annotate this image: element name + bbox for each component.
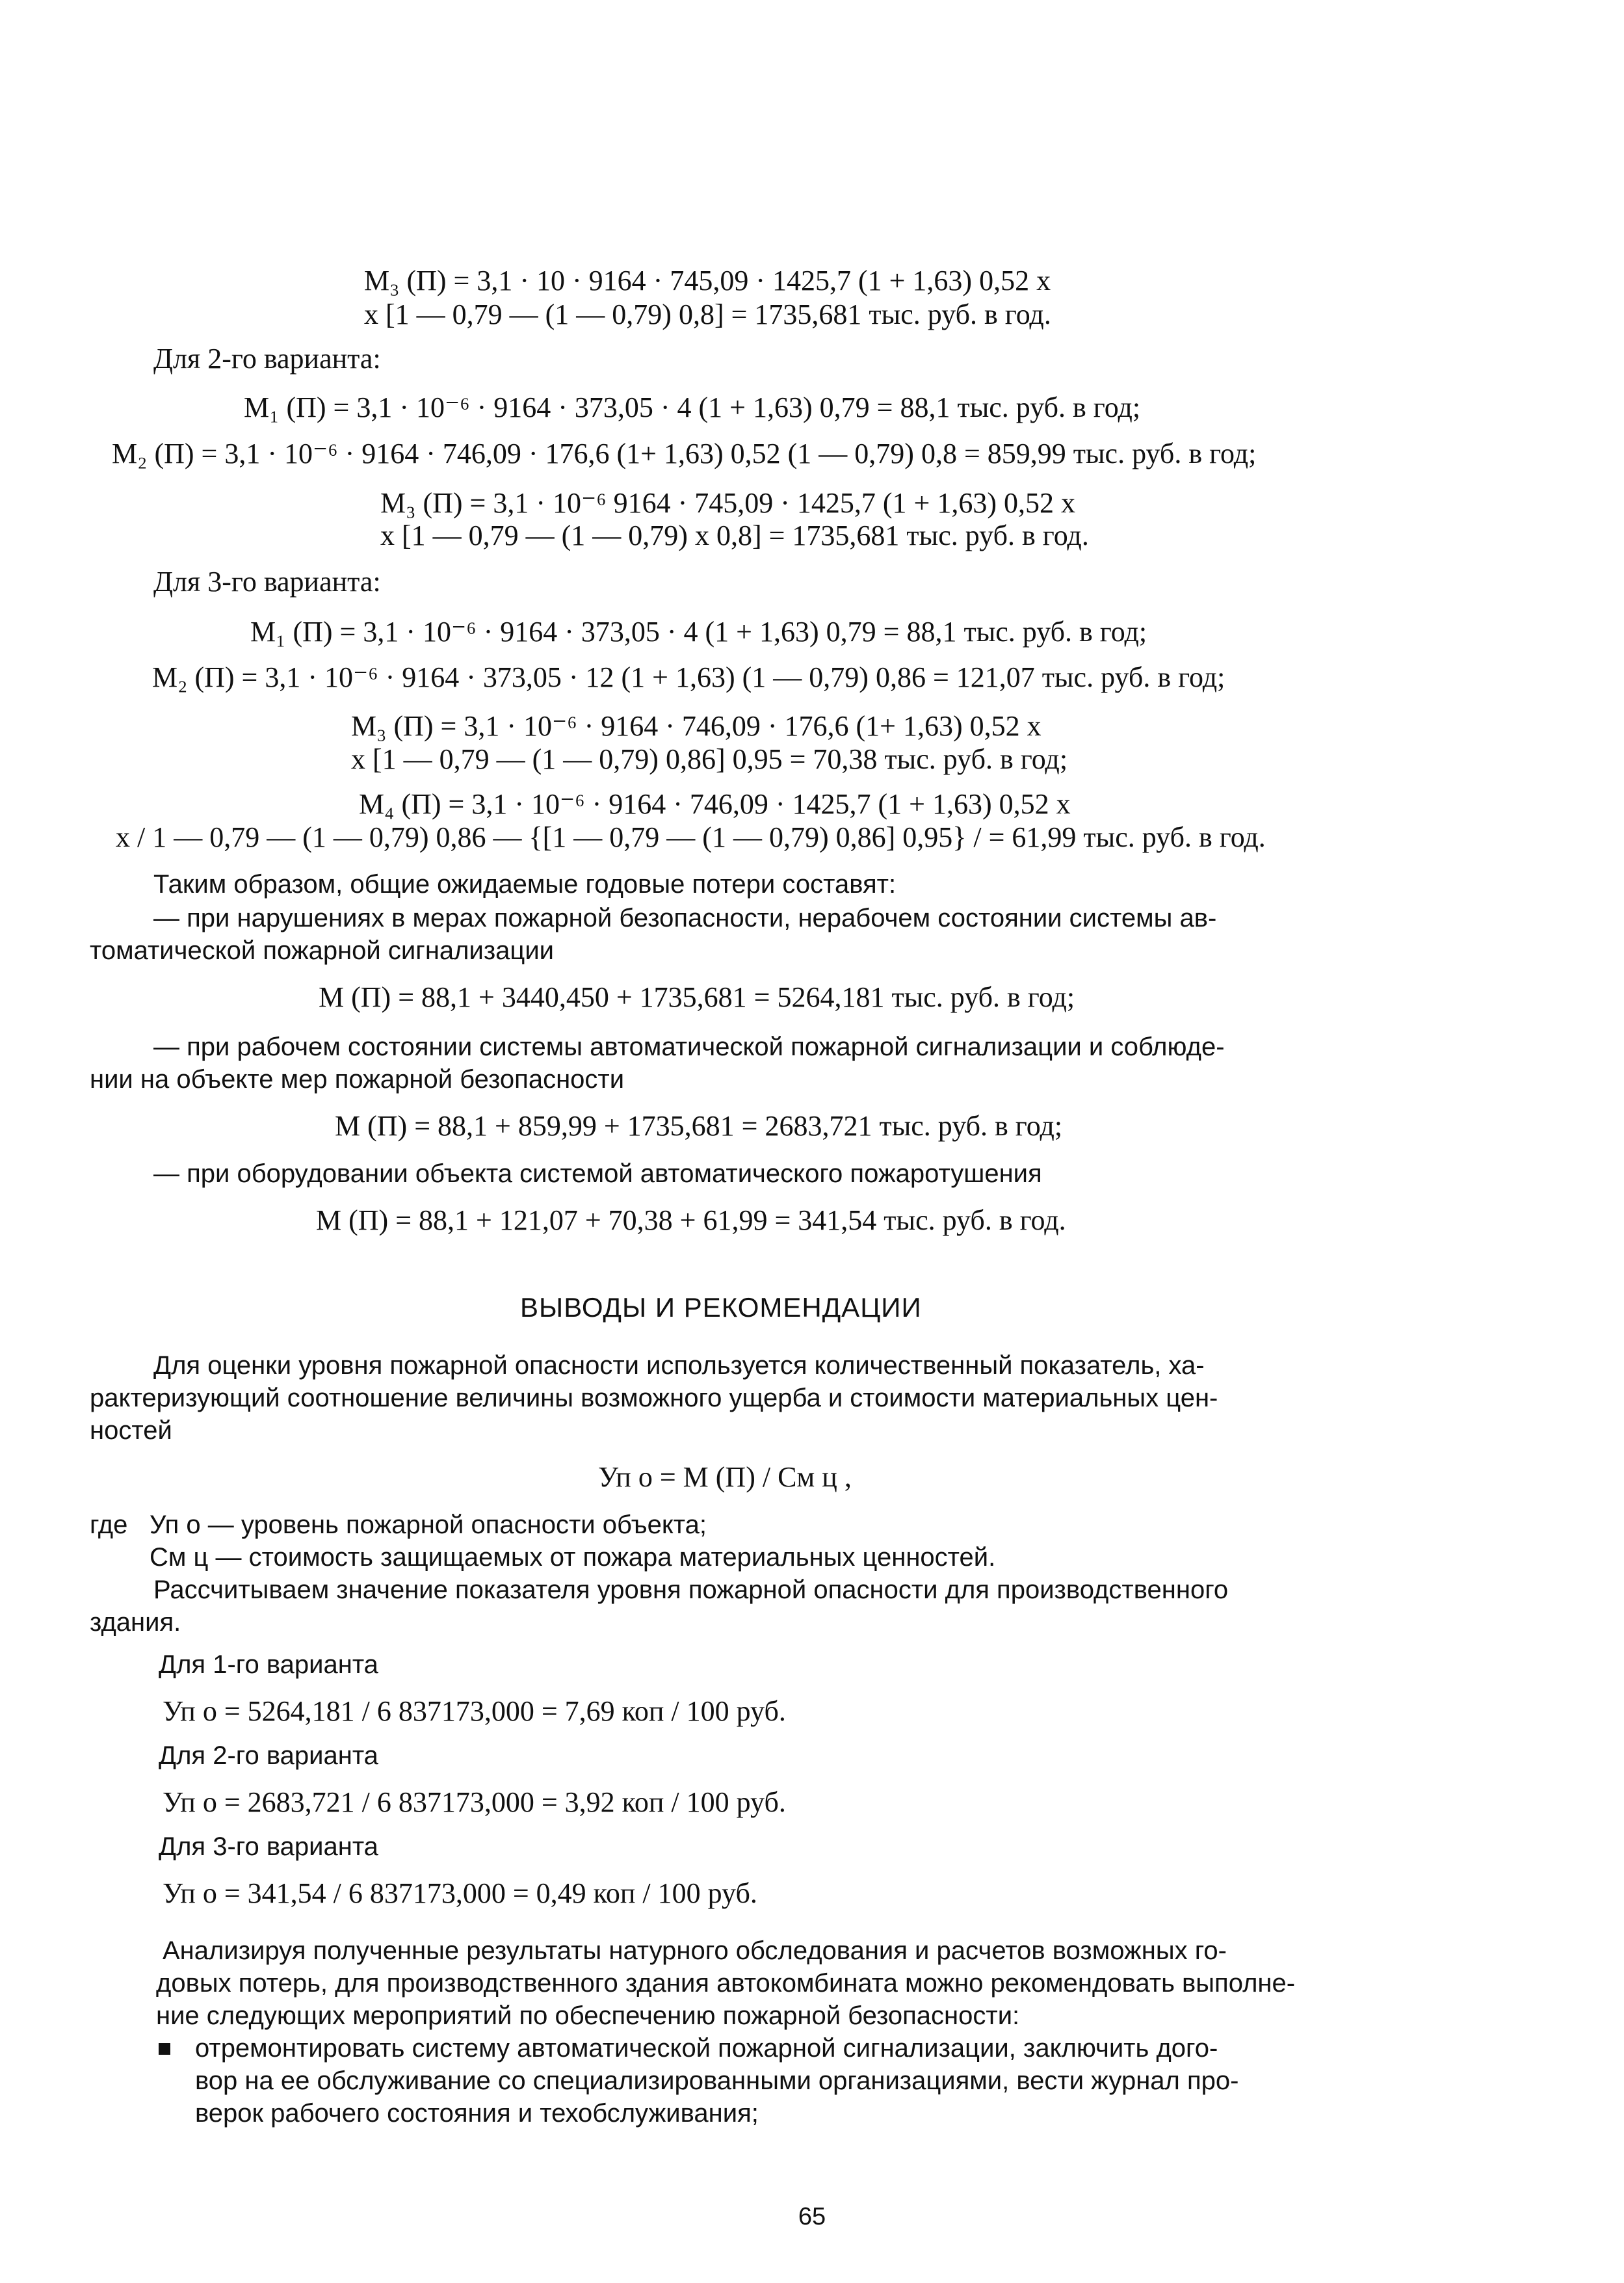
where-definition-2: Cм ц — стоимость защищаемых от пожара материальных ценностей. — [150, 1543, 996, 1572]
conclusions-p1-line3: ностей — [90, 1416, 172, 1445]
danger-level-formula: Уп о = M (П) / Cм ц , — [598, 1461, 852, 1493]
variant2-equation-m2: M₂ (П) = 3,1 · 10⁻⁶ · 9164 · 746,09 · 176,6 (1+ 1,63) 0,52 (1 — 0,79) 0,8 = 859,99 тыс. руб. в год; — [112, 438, 1257, 469]
summary-case2-line2: нии на объекте мер пожарной безопасности — [90, 1065, 625, 1094]
bullet1-line2: вор на ее обслуживание со специализированными организациями, вести журнал про- — [195, 2066, 1239, 2095]
page-number: 65 — [798, 2203, 826, 2230]
variant3-equation-m2: M₂ (П) = 3,1 · 10⁻⁶ · 9164 · 373,05 · 12 (1 + 1,63) (1 — 0,79) 0,86 = 121,07 тыс. руб. в год; — [152, 661, 1225, 693]
calc-line1: Рассчитываем значение показателя уровня пожарной опасности для производственного — [153, 1576, 1229, 1604]
where-definition-1: Уп о — уровень пожарной опасности объекта; — [150, 1511, 707, 1539]
summary-case3-line1: — при оборудовании объекта системой автоматического пожаротушения — [153, 1159, 1042, 1188]
variant2-result-equation: Уп о = 2683,721 / 6 837173,000 = 3,92 коп / 100 руб. — [163, 1786, 786, 1818]
variant2-equation-m1: M₁ (П) = 3,1 · 10⁻⁶ · 9164 · 373,05 · 4 (1 + 1,63) 0,79 = 88,1 тыс. руб. в год; — [244, 391, 1141, 423]
variant3-result-heading: Для 3-го варианта — [159, 1832, 378, 1861]
conclusions-p1-line1: Для оценки уровня пожарной опасности используется количественный показатель, ха- — [153, 1351, 1205, 1380]
variant3-equation-m3-line2: x [1 — 0,79 — (1 — 0,79) 0,86] 0,95 = 70,38 тыс. руб. в год; — [351, 743, 1068, 775]
variant2-heading: Для 2-го варианта: — [153, 343, 381, 375]
conclusions-p2-line3: ние следующих мероприятий по обеспечению пожарной безопасности: — [156, 2001, 1020, 2030]
summary-intro: Таким образом, общие ожидаемые годовые потери составят: — [153, 870, 897, 899]
conclusions-p2-line1: Анализируя полученные результаты натурного обследования и расчетов возможных го- — [163, 1936, 1227, 1965]
conclusions-p2-line2: довых потерь, для производственного здания автокомбината можно рекомендовать выполне- — [156, 1969, 1296, 1998]
variant3-equation-m4-line2: x / 1 — 0,79 — (1 — 0,79) 0,86 — {[1 — 0,79 — (1 — 0,79) 0,86] 0,95} / = 61,99 тыс. руб. в год. — [116, 821, 1266, 853]
equation-m3-line2: x [1 — 0,79 — (1 — 0,79) 0,8] = 1735,681 тыс. руб. в год. — [364, 298, 1051, 330]
variant3-heading: Для 3-го варианта: — [153, 566, 381, 598]
variant3-equation-m3-line1: M₃ (П) = 3,1 · 10⁻⁶ · 9164 · 746,09 · 176,6 (1+ 1,63) 0,52 x — [351, 710, 1041, 742]
section-title: ВЫВОДЫ И РЕКОМЕНДАЦИИ — [520, 1292, 922, 1323]
summary-case3-equation: M (П) = 88,1 + 121,07 + 70,38 + 61,99 = 341,54 тыс. руб. в год. — [316, 1204, 1066, 1236]
summary-case1-line1: — при нарушениях в мерах пожарной безопасности, нерабочем состоянии системы ав- — [153, 904, 1217, 932]
conclusions-p1-line2: рактеризующий соотношение величины возможного ущерба и стоимости материальных цен- — [90, 1384, 1218, 1412]
bullet-marker — [159, 2043, 170, 2055]
summary-case2-line1: — при рабочем состоянии системы автоматической пожарной сигнализации и соблюде- — [153, 1033, 1225, 1061]
variant1-result-heading: Для 1-го варианта — [159, 1650, 378, 1679]
variant3-equation-m4-line1: M₄ (П) = 3,1 · 10⁻⁶ · 9164 · 746,09 · 1425,7 (1 + 1,63) 0,52 x — [359, 788, 1071, 820]
variant3-equation-m1: M₁ (П) = 3,1 · 10⁻⁶ · 9164 · 373,05 · 4 (1 + 1,63) 0,79 = 88,1 тыс. руб. в год; — [250, 616, 1147, 648]
variant3-result-equation: Уп о = 341,54 / 6 837173,000 = 0,49 коп / 100 руб. — [163, 1877, 757, 1909]
summary-case1-line2: томатической пожарной сигнализации — [90, 936, 555, 965]
summary-case2-equation: M (П) = 88,1 + 859,99 + 1735,681 = 2683,721 тыс. руб. в год; — [335, 1110, 1063, 1142]
where-label: где — [90, 1511, 128, 1539]
calc-line2: здания. — [90, 1608, 181, 1637]
variant1-result-equation: Уп о = 5264,181 / 6 837173,000 = 7,69 коп / 100 руб. — [163, 1695, 786, 1727]
summary-case1-equation: M (П) = 88,1 + 3440,450 + 1735,681 = 5264,181 тыс. руб. в год; — [319, 981, 1075, 1013]
variant2-equation-m3-line1: M₃ (П) = 3,1 · 10⁻⁶ 9164 · 745,09 · 1425,7 (1 + 1,63) 0,52 x — [380, 487, 1075, 519]
variant2-result-heading: Для 2-го варианта — [159, 1741, 378, 1770]
variant2-equation-m3-line2: x [1 — 0,79 — (1 — 0,79) x 0,8] = 1735,681 тыс. руб. в год. — [380, 520, 1089, 551]
bullet1-line3: верок рабочего состояния и техобслуживания; — [195, 2099, 759, 2128]
equation-m3-line1: M₃ (П) = 3,1 · 10 · 9164 · 745,09 · 1425,7 (1 + 1,63) 0,52 x — [364, 265, 1051, 297]
bullet1-line1: отремонтировать систему автоматической пожарной сигнализации, заключить дого- — [195, 2034, 1218, 2063]
